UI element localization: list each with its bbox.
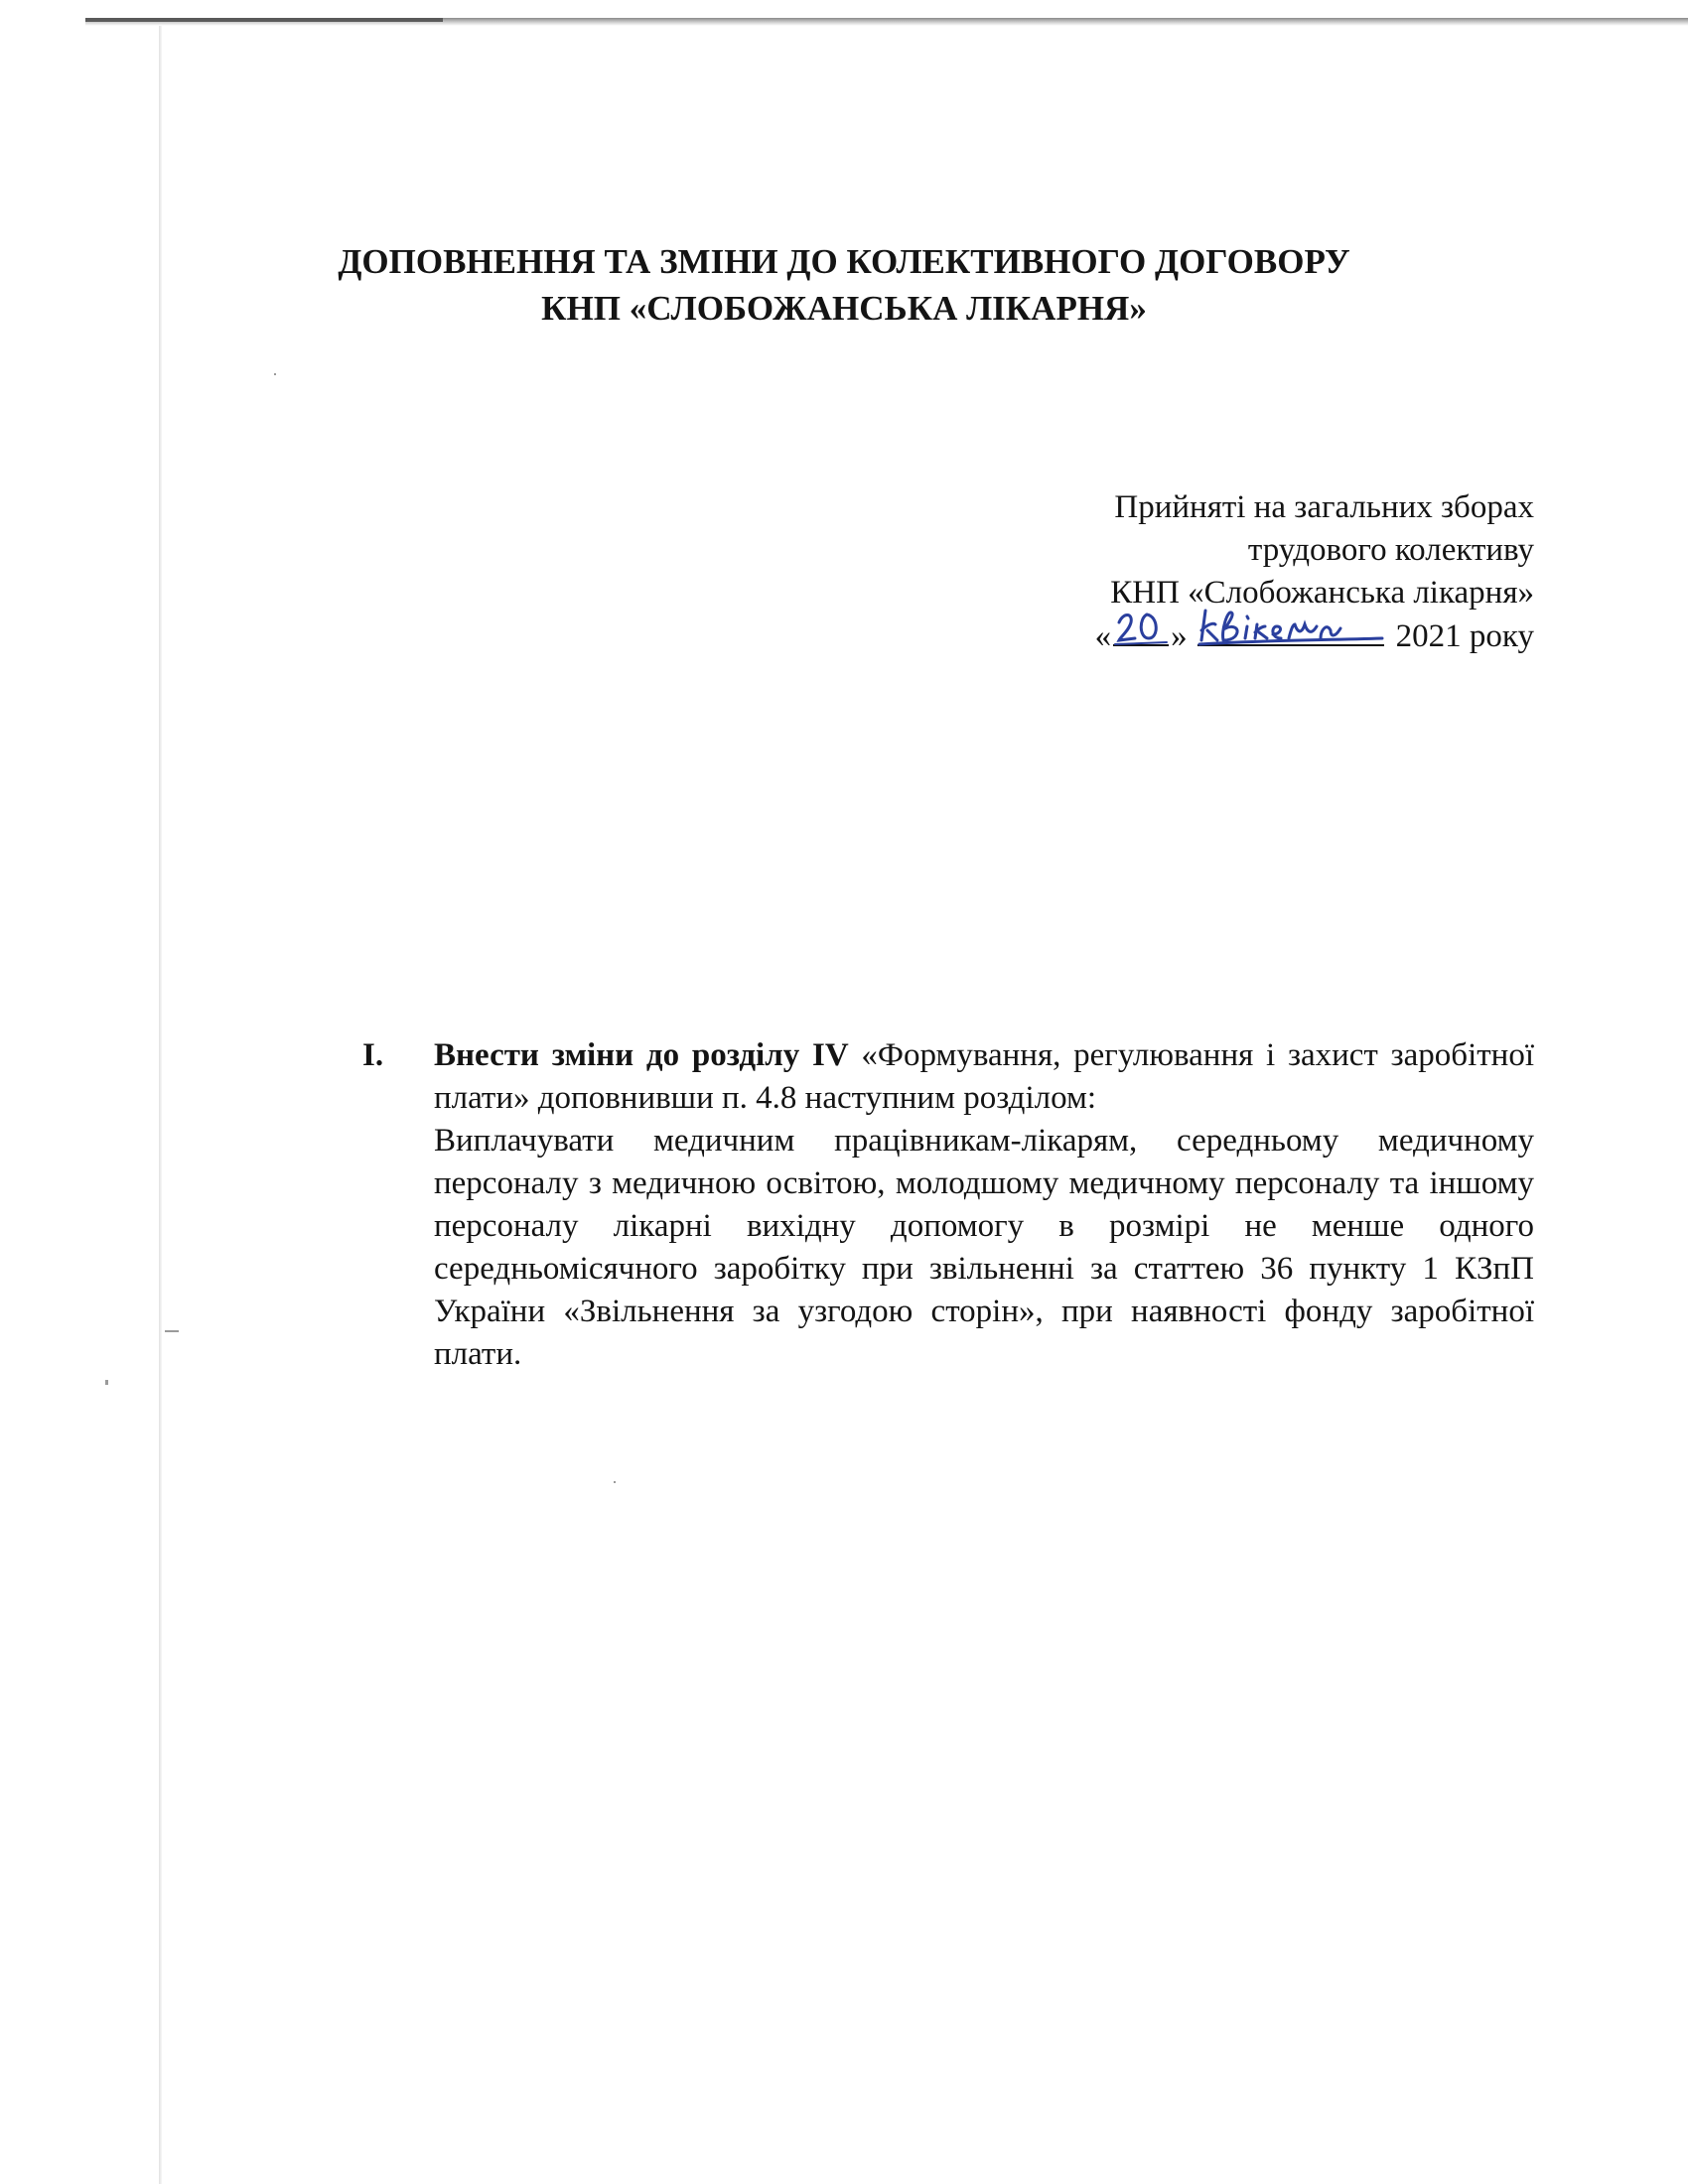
approval-block <box>938 486 1534 658</box>
scan-speck <box>614 1481 616 1483</box>
approval-line-3: КНП «Слобожанська лікарня» <box>1110 575 1534 611</box>
date-month-field <box>1197 614 1384 646</box>
document-title <box>0 238 1688 332</box>
section-heading: Внести зміни до розділу IV <box>434 1037 849 1073</box>
date-year: 2021 року <box>1395 618 1534 654</box>
section-number: I. <box>362 1037 384 1073</box>
quote-open: « <box>1094 618 1112 654</box>
scan-speck <box>105 1380 108 1385</box>
scan-speck <box>165 1330 179 1332</box>
approval-line-2: трудового колективу <box>1247 532 1534 568</box>
title-line-2: КНП «СЛОБОЖАНСЬКА ЛІКАРНЯ» <box>541 289 1147 328</box>
section-heading-rest: «Формування, регулювання і захист заробітної плати» доповнивши п. 4.8 наступним розділом: <box>434 1037 1534 1116</box>
scan-speck <box>274 373 276 375</box>
section-paragraph: Виплачувати медичним працівникам-лікарям, середньому медичному персоналу з медичною освітою, молодшому медичному персоналу та іншому персоналу лікарні вихідну допомогу в розмірі не менше одного середньомісячного заробітку при звільненні за статтею 36 пункту 1 КЗпП України «Звільнення за узгодою сторін», при наявності фонду заробітної плати. <box>434 1123 1534 1372</box>
scan-top-dark-edge <box>85 18 443 22</box>
approval-line-1: Прийняті на загальних зборах <box>1114 489 1534 525</box>
title-line-1: ДОПОВНЕННЯ ТА ЗМІНИ ДО КОЛЕКТИВНОГО ДОГОВОРУ <box>338 242 1350 281</box>
section-body <box>434 1034 1534 1376</box>
approval-date-line <box>938 614 1534 658</box>
handwritten-month <box>1197 601 1384 648</box>
date-day-field <box>1113 614 1169 646</box>
handwritten-day <box>1113 601 1169 648</box>
amendment-section <box>362 1034 1534 1376</box>
section-intro <box>434 1034 1534 1120</box>
scan-left-edge <box>159 26 162 2184</box>
quote-close: » <box>1171 618 1188 654</box>
